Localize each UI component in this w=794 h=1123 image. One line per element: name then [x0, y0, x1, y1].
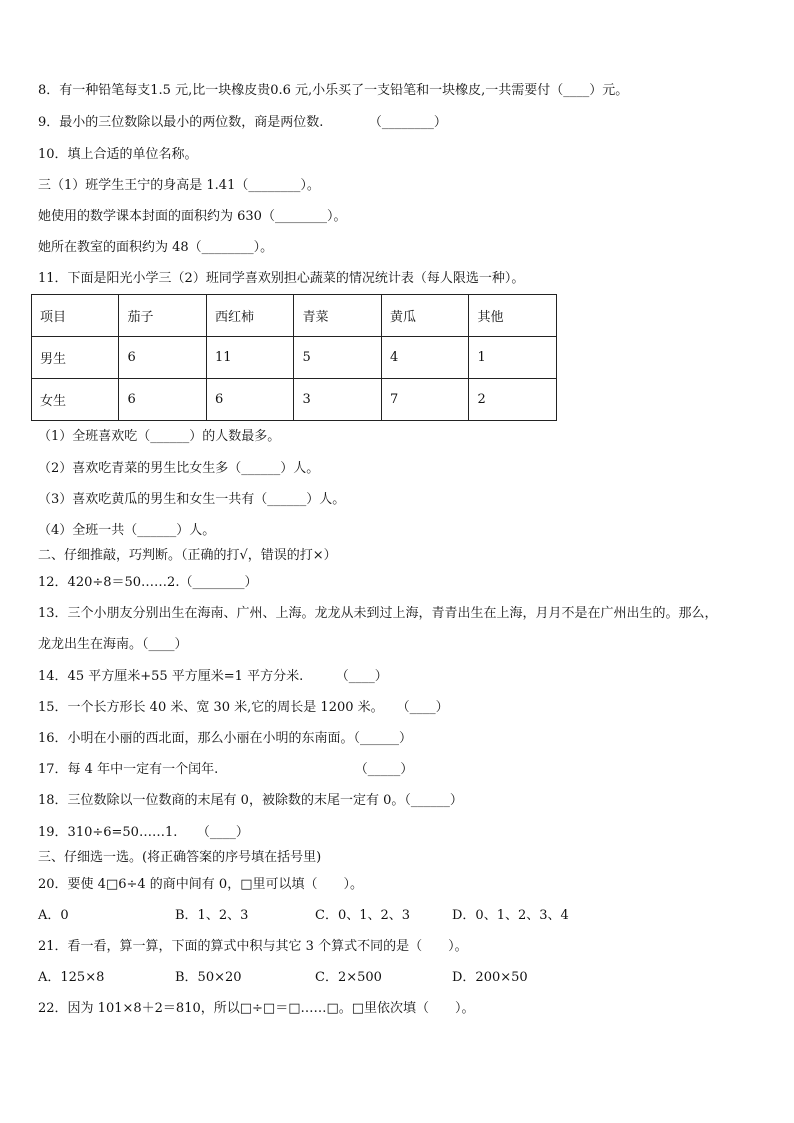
option-c: C．2×500: [315, 970, 382, 985]
question-11-part-1: （1）全班喜欢吃（______）的人数最多。: [38, 429, 281, 444]
question-10-part-a: 三（1）班学生王宁的身高是 1.41（________）。: [38, 178, 320, 193]
question-10: 10．填上合适的单位名称。: [38, 147, 198, 162]
question-13: 13．三个小朋友分别出生在海南、广州、上海。龙龙从未到过上海，青青出生在上海，月月不是在广州出生的。那么，: [38, 606, 718, 621]
table-cell: 5: [294, 337, 381, 379]
option-b: B．50×20: [175, 970, 242, 985]
table-cell: 女生: [32, 379, 119, 421]
table-header-row: [32, 295, 557, 337]
question-18: 18．三位数除以一位数商的末尾有 0，被除数的末尾一定有 0。（______）: [38, 793, 463, 808]
question-16: 16．小明在小丽的西北面，那么小丽在小明的东南面。（______）: [38, 731, 413, 746]
question-15: 15．一个长方形长 40 米、宽 30 米,它的周长是 1200 米。 （____）: [38, 700, 449, 715]
question-21: 21．看一看，算一算，下面的算式中积与其它 3 个算式不同的是（ ）。: [38, 939, 468, 954]
table-header-cell: 青菜: [294, 295, 381, 337]
section-2-heading: 二、仔细推敲，巧判断。（正确的打√，错误的打×）: [38, 548, 337, 563]
table-header-cell: 其他: [469, 295, 557, 337]
option-d: D．0、1、2、3、4: [452, 908, 569, 923]
question-11-part-2: （2）喜欢吃青菜的男生比女生多（______）人。: [38, 461, 320, 476]
option-c: C．0、1、2、3: [315, 908, 411, 923]
question-11-part-4: （4）全班一共（______）人。: [38, 523, 216, 538]
option-a: A．125×8: [38, 970, 105, 985]
table-cell: 1: [469, 337, 557, 379]
table-header-cell: 黄瓜: [381, 295, 468, 337]
question-22: 22．因为 101×8＋2＝810，所以□÷□＝□……□。□里依次填（ ）。: [38, 1001, 475, 1016]
question-8: 8．有一种铅笔每支1.5 元,比一块橡皮贵0.6 元,小乐买了一支铅笔和一块橡皮,一共需要付（____）元。: [38, 83, 629, 98]
table-cell: 3: [294, 379, 381, 421]
question-17: 17．每 4 年中一定有一个闰年. （_____）: [38, 762, 414, 777]
vegetable-stats-table: [31, 294, 557, 421]
question-11-part-3: （3）喜欢吃黄瓜的男生和女生一共有（______）人。: [38, 492, 346, 507]
question-11: 11．下面是阳光小学三（2）班同学喜欢别担心蔬菜的情况统计表（每人限选一种）。: [38, 271, 525, 286]
question-13-continued: 龙龙出生在海南。（____）: [38, 637, 188, 652]
table-cell: 11: [206, 337, 294, 379]
table-row: [32, 379, 557, 421]
table-cell: 6: [206, 379, 294, 421]
question-10-part-c: 她所在教室的面积约为 48（________）。: [38, 240, 274, 255]
table-cell: 6: [119, 379, 206, 421]
option-d: D．200×50: [452, 970, 528, 985]
table-header-cell: 茄子: [119, 295, 206, 337]
question-20: 20．要使 4□6÷4 的商中间有 0，□里可以填（ ）。: [38, 877, 363, 892]
table-cell: 4: [381, 337, 468, 379]
table-header-cell: 西红柿: [206, 295, 294, 337]
question-12: 12．420÷8＝50……2.（________）: [38, 575, 258, 590]
question-9: 9．最小的三位数除以最小的两位数，商是两位数. （________）: [38, 115, 447, 130]
section-3-heading: 三、仔细选一选。(将正确答案的序号填在括号里): [38, 850, 322, 865]
table-cell: 6: [119, 337, 206, 379]
table-cell: 2: [469, 379, 557, 421]
question-19: 19．310÷6=50……1. （____）: [38, 825, 249, 840]
table-cell: 男生: [32, 337, 119, 379]
option-b: B．1、2、3: [175, 908, 249, 923]
table-row: [32, 337, 557, 379]
question-10-part-b: 她使用的数学课本封面的面积约为 630（________）。: [38, 209, 347, 224]
table-cell: 7: [381, 379, 468, 421]
table-header-cell: 项目: [32, 295, 119, 337]
option-a: A．0: [38, 908, 69, 923]
question-14: 14．45 平方厘米+55 平方厘米=1 平方分米. （____）: [38, 669, 388, 684]
